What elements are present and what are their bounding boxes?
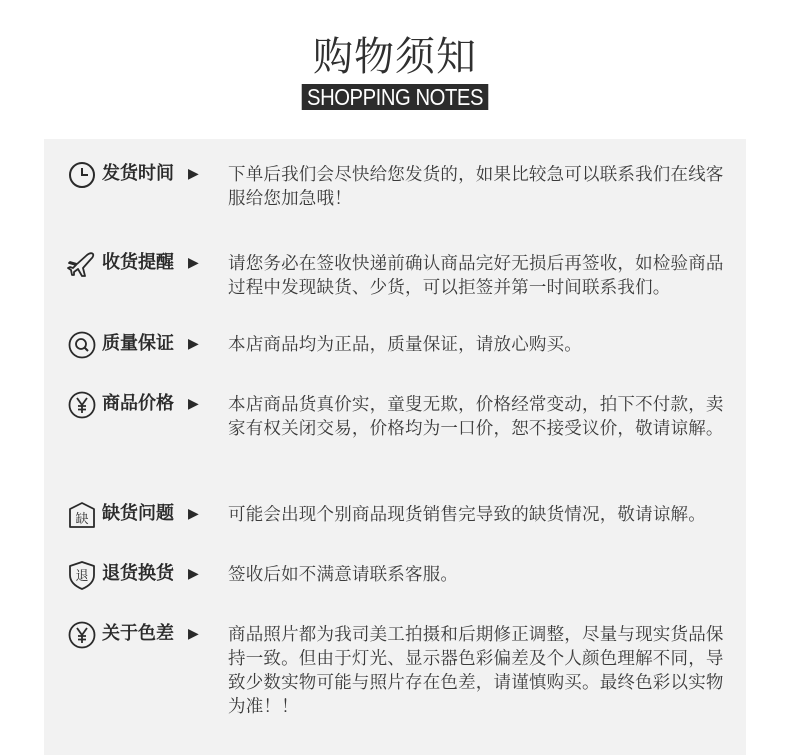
out-of-stock-icon: [66, 499, 98, 531]
arrow-right-icon: ▶: [188, 626, 199, 642]
note-label: 关于色差: [102, 623, 174, 644]
note-text: 请您务必在签收快递前确认商品完好无损后再签收，如检验商品过程中发现缺货、少货，可以拒签并第一时间联系我们。: [228, 254, 724, 298]
arrow-right-icon: ▶: [188, 336, 199, 352]
note-text: 商品照片都为我司美工拍摄和后期修正调整，尽量与现实货品保持一致。但由于灯光、显示器色彩偏差及个人颜色理解不同，导致少数实物可能与照片存在色差，请谨慎购买。最终色彩以实物为准！！: [228, 625, 724, 717]
page-subtitle: SHOPPING NOTES: [302, 84, 489, 110]
quality-search-icon: [66, 329, 98, 361]
subtitle-wrap: [0, 84, 790, 110]
note-label: 收货提醒: [102, 252, 174, 273]
note-text: 下单后我们会尽快给您发货的，如果比较急可以联系我们在线客服给您加急哦！: [228, 165, 724, 209]
yen-icon: [66, 389, 98, 421]
airplane-icon: [66, 248, 98, 280]
note-label: 退货换货: [102, 563, 174, 584]
arrow-right-icon: ▶: [188, 396, 199, 412]
notes-panel: [44, 139, 746, 755]
arrow-right-icon: ▶: [188, 506, 199, 522]
clock-icon: [66, 159, 98, 191]
note-label: 商品价格: [102, 393, 174, 414]
return-char: 退: [75, 569, 89, 584]
note-label: 发货时间: [102, 163, 174, 184]
note-text: 本店商品货真价实，童叟无欺，价格经常变动，拍下不付款，卖家有权关闭交易，价格均为一口价，恕不接受议价，敬请谅解。: [228, 395, 724, 439]
arrow-right-icon: ▶: [188, 566, 199, 582]
out-of-stock-char: 缺: [75, 512, 89, 527]
yen-icon: [66, 619, 98, 651]
note-label: 质量保证: [102, 333, 174, 354]
header: [0, 0, 790, 139]
page-title: 购物须知: [313, 34, 477, 80]
note-text: 签收后如不满意请联系客服。: [228, 565, 459, 585]
note-text: 可能会出现个别商品现货销售完导致的缺货情况，敬请谅解。: [228, 505, 706, 525]
note-text: 本店商品均为正品，质量保证，请放心购买。: [228, 335, 582, 355]
arrow-right-icon: ▶: [188, 255, 199, 271]
return-shield-icon: [66, 559, 98, 591]
note-label: 缺货问题: [102, 503, 174, 524]
arrow-right-icon: ▶: [188, 166, 199, 182]
